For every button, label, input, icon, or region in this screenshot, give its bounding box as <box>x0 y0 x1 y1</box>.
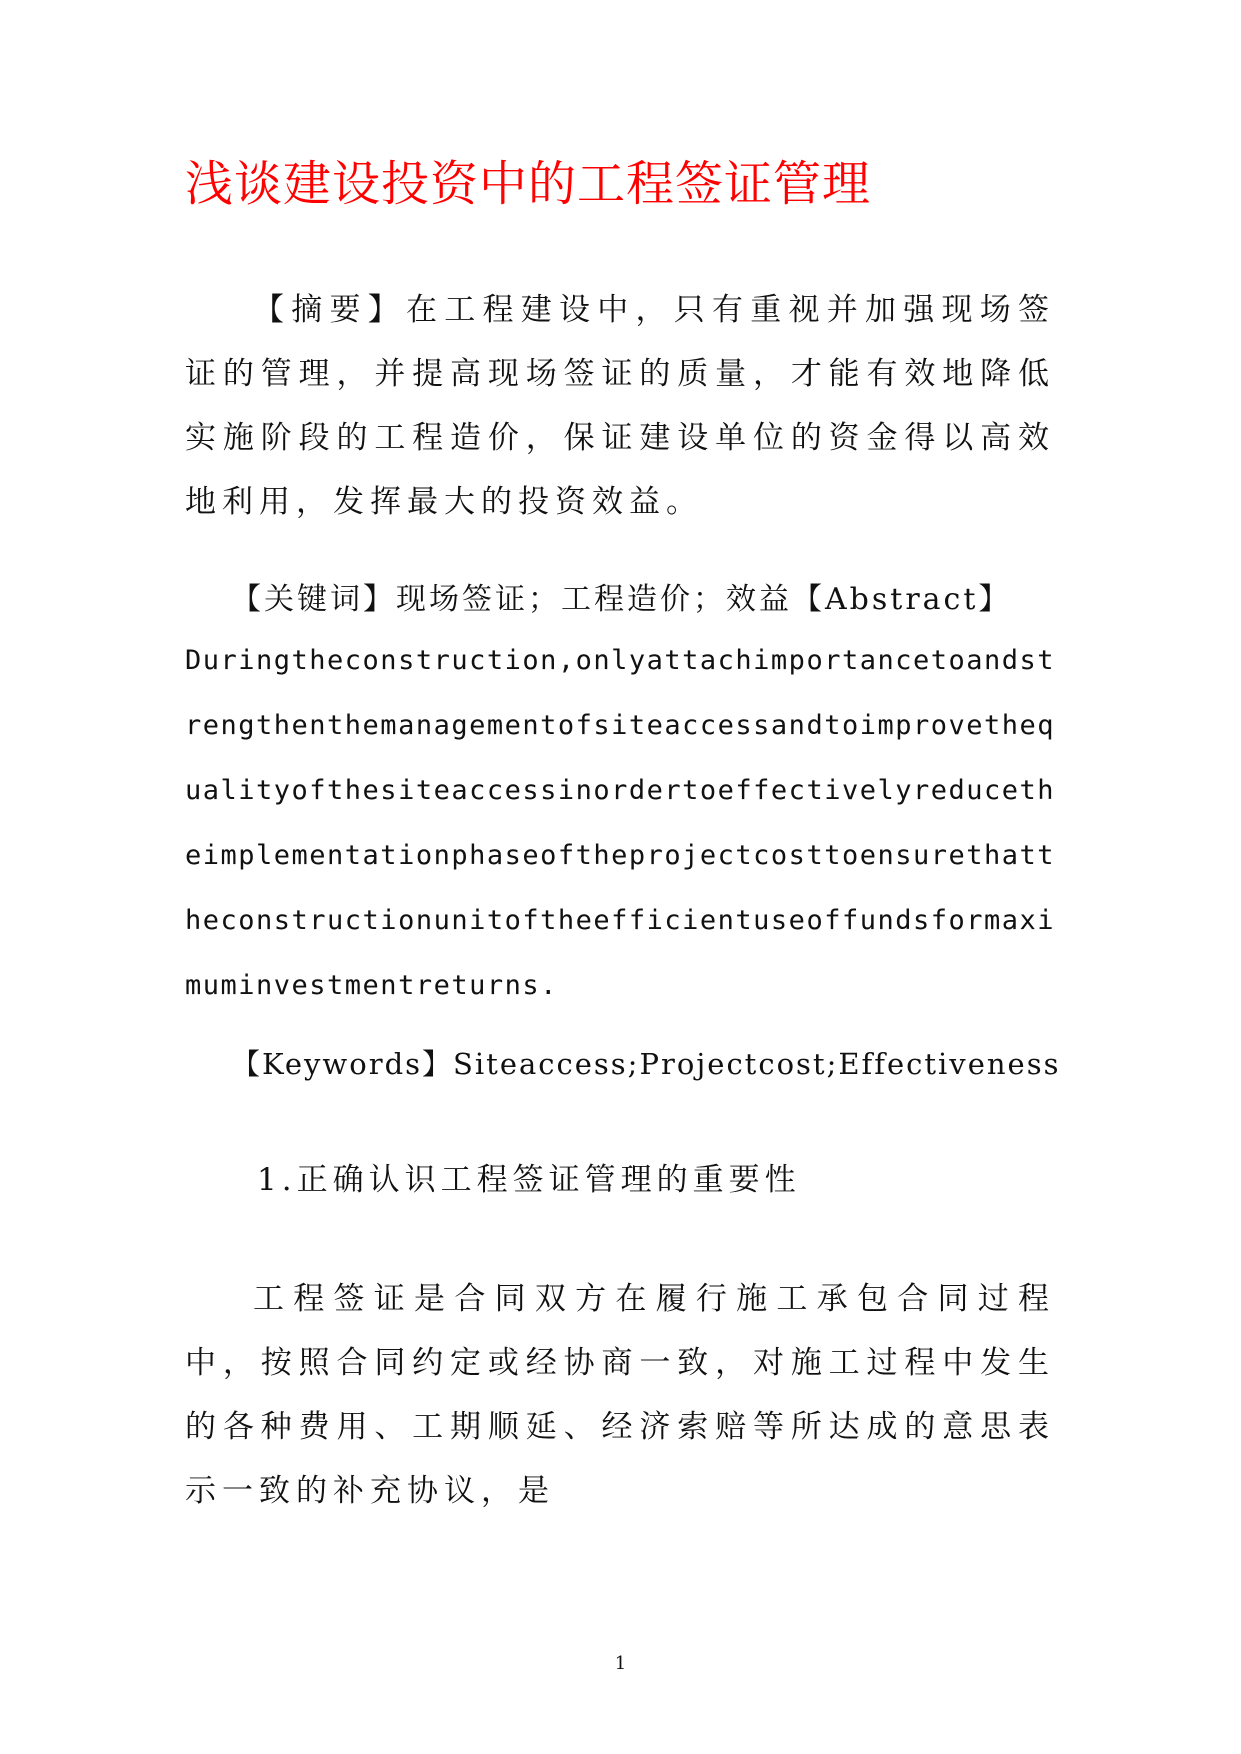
keywords-en-line: 【Keywords】Siteaccess;Projectcost;Effectiveness <box>231 1047 1061 1081</box>
section-paragraph: 工程签证是合同双方在履行施工承包合同过程中，按照合同约定或经协商一致，对施工过程中发生的各种费用、工期顺延、经济索赔等所达成的意思表示一致的补充协议，是 <box>185 1281 1055 1509</box>
abstract-paragraph-zh: 【摘要】在工程建设中，只有重视并加强现场签证的管理，并提高现场签证的质量，才能有效地降低实施阶段的工程造价，保证建设单位的资金得以高效地利用，发挥最大的投资效益。 <box>185 292 1055 520</box>
keywords-zh-line: 【关键词】现场签证；工程造价；效益【Abstract】 <box>231 582 1012 617</box>
abstract-paragraph-en: Duringtheconstruction,onlyattachimportancetoandstrengthenthemanagementofsiteaccessandtoimprovethequalityofthesiteaccessinordertoeffectivelyreducetheimplementationphaseoftheprojectcosttoensurethattheconstructionunitoftheefficientuseoffundsformaximuminvestmentreturns. <box>185 645 1056 1001</box>
section-heading: 1.正确认识工程签证管理的重要性 <box>257 1162 801 1198</box>
page-number: 1 <box>614 1653 627 1674</box>
document-title: 浅谈建设投资中的工程签证管理 <box>185 156 872 212</box>
